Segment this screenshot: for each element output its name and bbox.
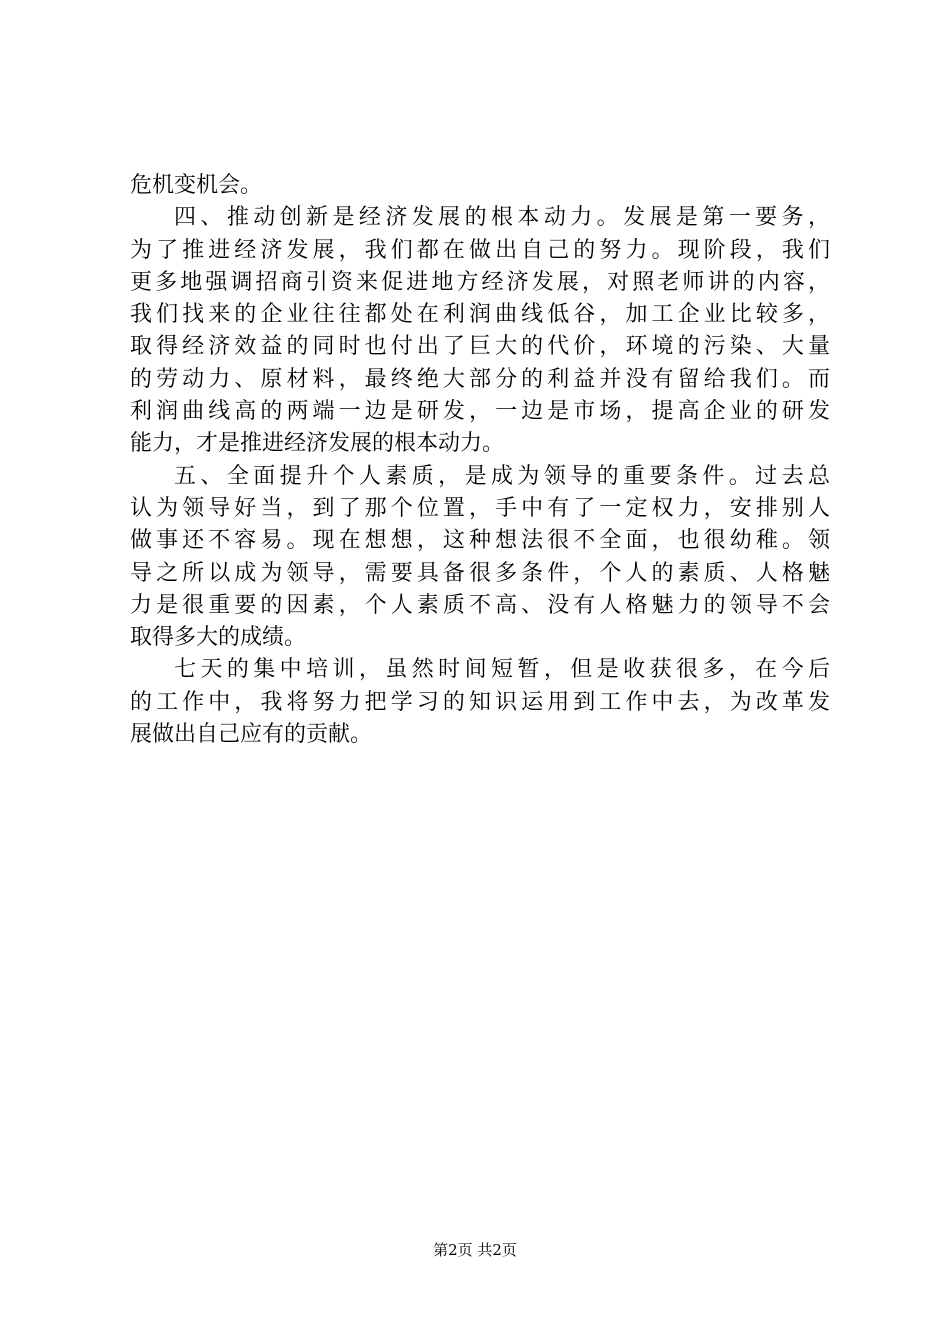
paragraph-line: 我们找来的企业往往都处在利润曲线低谷，加工企业比较多， xyxy=(130,302,830,328)
paragraph-line: 能力，才是推进经济发展的根本动力。 xyxy=(130,431,505,457)
paragraph xyxy=(130,461,830,655)
paragraph-line: 做事还不容易。现在想想，这种想法很不全面，也很幼稚。领 xyxy=(130,528,830,554)
paragraph-line: 的工作中，我将努力把学习的知识运用到工作中去，为改革发 xyxy=(130,689,830,715)
document-body xyxy=(130,170,830,751)
paragraph-line: 取得多大的成绩。 xyxy=(130,625,307,651)
paragraph-line: 利润曲线高的两端一边是研发，一边是市场，提高企业的研发 xyxy=(130,399,830,425)
paragraph-line: 五、全面提升个人素质，是成为领导的重要条件。过去总 xyxy=(174,463,830,489)
paragraph xyxy=(130,654,830,751)
paragraph-line: 更多地强调招商引资来促进地方经济发展，对照老师讲的内容， xyxy=(130,269,830,295)
paragraph xyxy=(130,202,830,460)
paragraph-line: 危机变机会。 xyxy=(130,173,263,198)
paragraph-line: 的劳动力、原材料，最终绝大部分的利益并没有留给我们。而 xyxy=(130,366,830,392)
paragraph-line: 四、推动创新是经济发展的根本动力。发展是第一要务， xyxy=(174,205,830,231)
paragraph-line: 展做出自己应有的贡献。 xyxy=(130,722,373,748)
paragraph-line: 力是很重要的因素，个人素质不高、没有人格魅力的领导不会 xyxy=(130,592,830,618)
page-footer: 第2页 共2页 xyxy=(433,1241,517,1259)
paragraph xyxy=(130,170,830,202)
paragraph-line: 认为领导好当，到了那个位置，手中有了一定权力，安排别人 xyxy=(130,495,830,521)
paragraph-line: 取得经济效益的同时也付出了巨大的代价，环境的污染、大量 xyxy=(130,334,830,360)
paragraph-line: 为了推进经济发展，我们都在做出自己的努力。现阶段，我们 xyxy=(130,237,830,263)
paragraph-line: 七天的集中培训，虽然时间短暂，但是收获很多，在今后 xyxy=(174,657,830,683)
paragraph-line: 导之所以成为领导，需要具备很多条件，个人的素质、人格魅 xyxy=(130,560,830,586)
